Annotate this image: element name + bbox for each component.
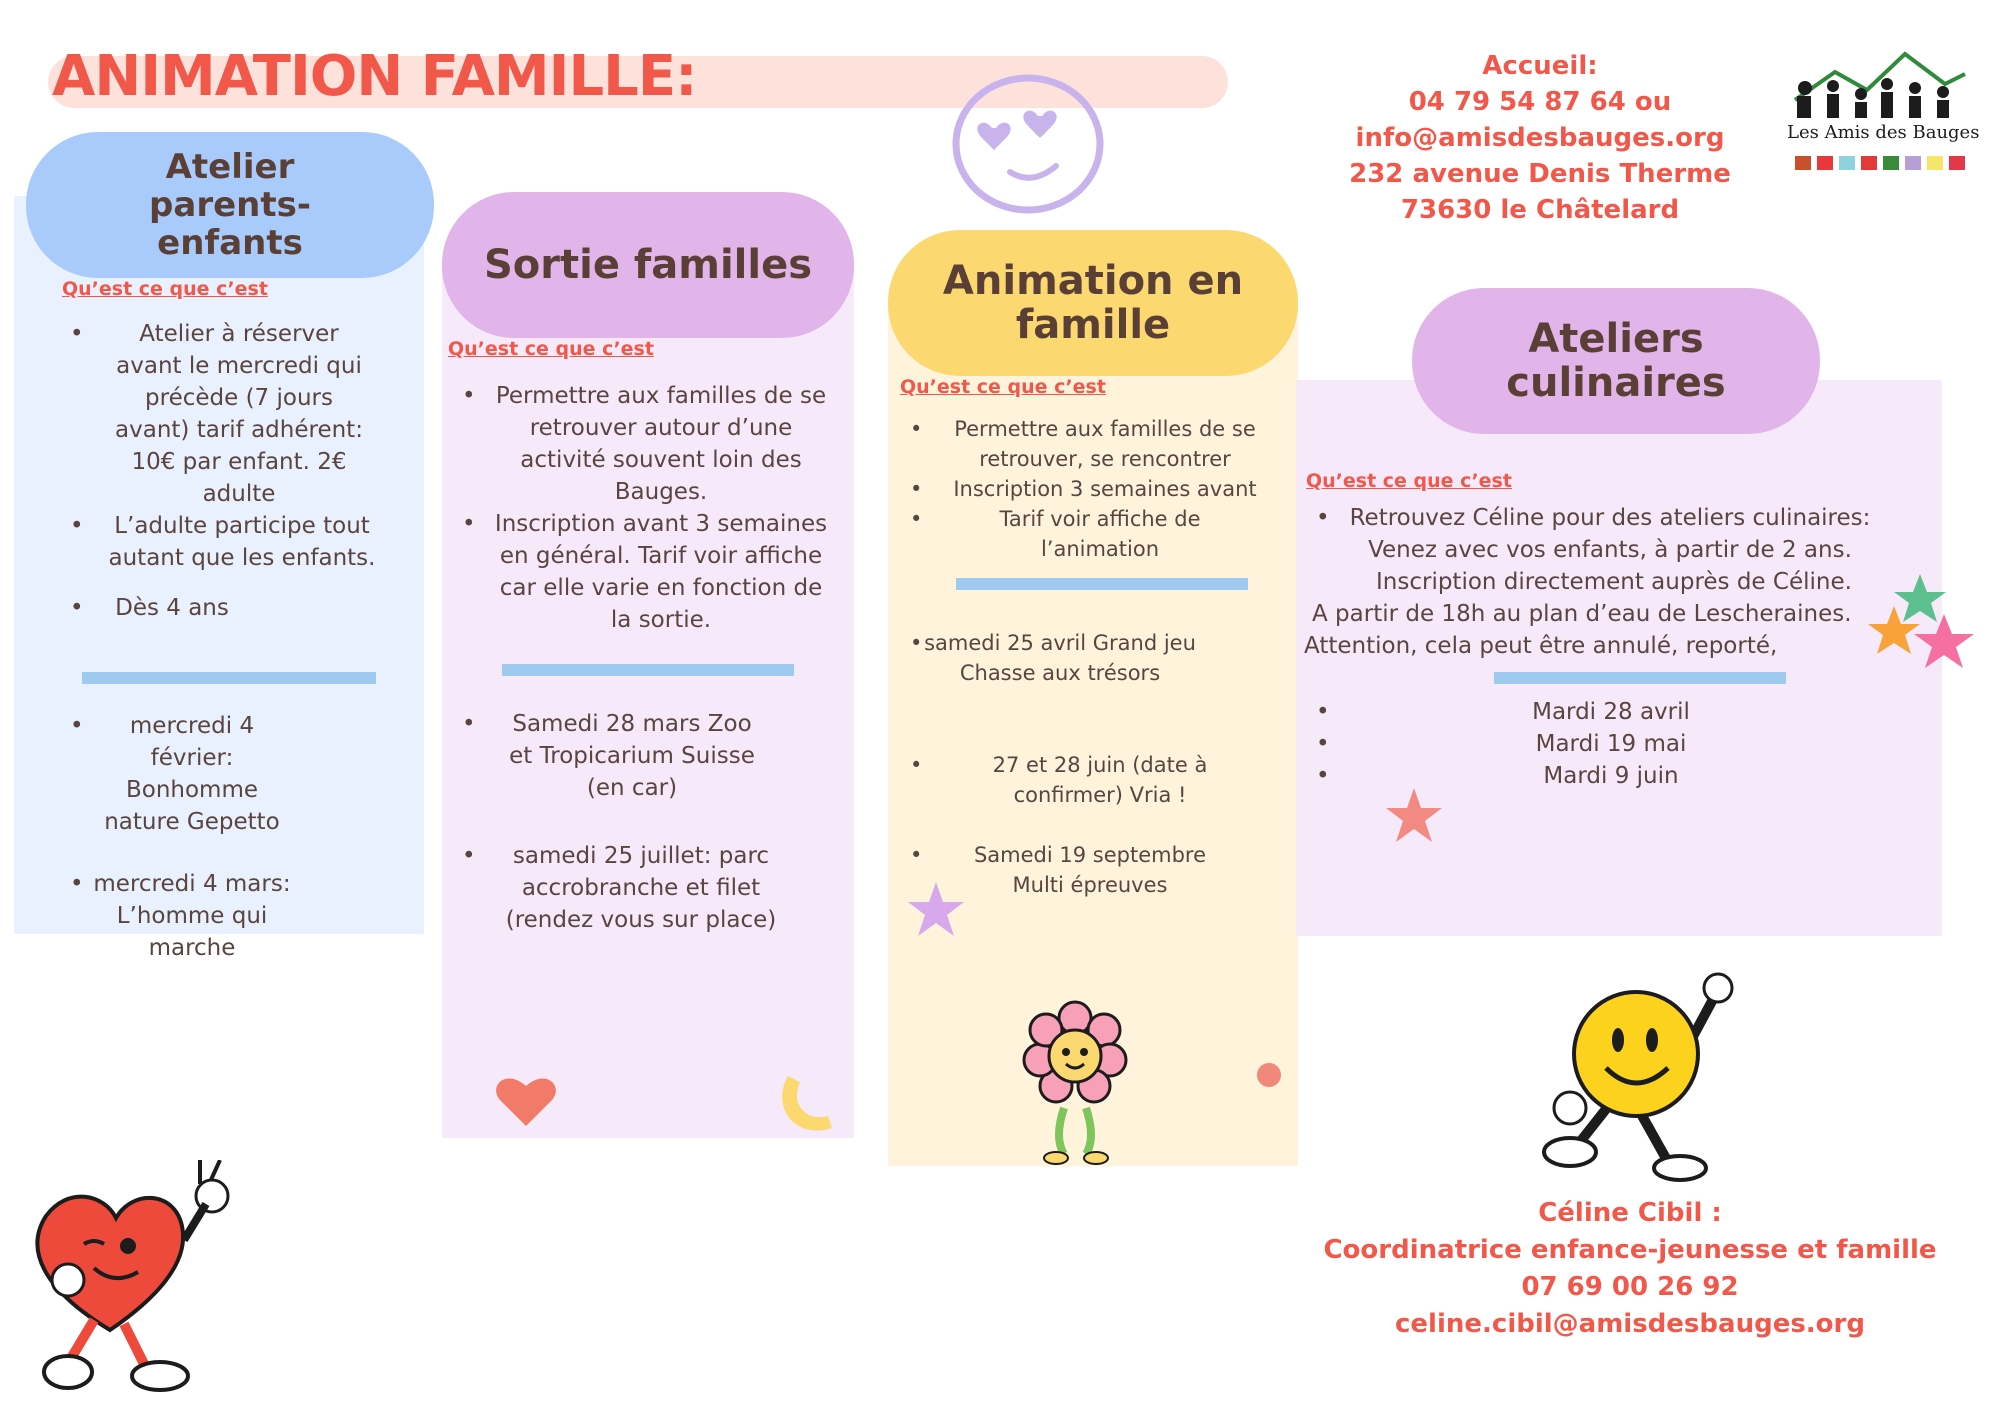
list-item: • L’adulte participe tout autant que les enfants. bbox=[70, 510, 392, 574]
column-4-notes bbox=[1304, 566, 1904, 662]
crescent-icon bbox=[774, 1070, 838, 1140]
list-item: • Permettre aux familles de se retrouver autour d’une activité souvent loin des Bauges. bbox=[462, 380, 832, 508]
coordinator-contact bbox=[1320, 1195, 1940, 1343]
column-4-title bbox=[1412, 288, 1820, 434]
list-item: • Samedi 28 mars Zoo et Tropicarium Suisse (en car) bbox=[462, 708, 832, 804]
note-line: Attention, cela peut être annulé, reporté, bbox=[1304, 633, 1778, 659]
dot-icon bbox=[1256, 1062, 1282, 1088]
column-4-divider bbox=[1494, 672, 1786, 684]
column-2-title-text: Sortie familles bbox=[483, 242, 813, 288]
column-1-title bbox=[26, 132, 434, 278]
flower-character-icon bbox=[1020, 998, 1130, 1166]
column-3-bullets bbox=[910, 414, 1270, 564]
list-item: • Inscription 3 semaines avant bbox=[910, 474, 1270, 504]
column-2-heading: Qu’est ce que c’est bbox=[448, 338, 654, 360]
column-3-heading: Qu’est ce que c’est bbox=[900, 376, 1106, 398]
column-1-heading: Qu’est ce que c’est bbox=[62, 278, 268, 300]
contact-label: Accueil: bbox=[1482, 51, 1598, 81]
column-4-bullets bbox=[1316, 502, 1876, 566]
logo-mountain-icon bbox=[1775, 38, 1980, 178]
column-1-events bbox=[70, 710, 392, 964]
list-item: • Retrouvez Céline pour des ateliers culinaires: Venez avec vos enfants, à partir de 2 ans. bbox=[1316, 502, 1876, 566]
note-line: Inscription directement auprès de Céline. bbox=[1376, 569, 1852, 595]
column-1-title-text: Atelier parents-enfants bbox=[149, 147, 311, 263]
column-3-events bbox=[910, 628, 1270, 900]
note-line: A partir de 18h au plan d’eau de Lescheraines. bbox=[1312, 601, 1852, 627]
logo-text: Les Amis des Bauges bbox=[1787, 122, 1980, 143]
coordinator-role: Coordinatrice enfance-jeunesse et famille bbox=[1323, 1235, 1937, 1265]
list-item: • mercredi 4 mars: L’homme qui marche bbox=[70, 868, 392, 964]
contact-address-line2: 73630 le Châtelard bbox=[1400, 195, 1680, 225]
list-item: • mercredi 4 février: Bonhomme nature Gepetto bbox=[70, 710, 392, 838]
column-4-events bbox=[1316, 696, 1876, 792]
heart-eyes-smiley-icon bbox=[948, 68, 1108, 218]
list-item: • samedi 25 juillet: parc accrobranche et filet (rendez vous sur place) bbox=[462, 840, 832, 936]
coordinator-email[interactable]: celine.cibil@amisdesbauges.org bbox=[1395, 1309, 1865, 1339]
contact-phone: 04 79 54 87 64 ou bbox=[1408, 87, 1672, 117]
logo bbox=[1775, 38, 1980, 178]
column-1-bullets bbox=[70, 318, 392, 624]
heart-icon bbox=[494, 1072, 558, 1130]
list-item: • samedi 25 avril Grand jeu Chasse aux trésors bbox=[910, 628, 1270, 688]
list-item: • Mardi 28 avril bbox=[1316, 696, 1876, 728]
smiley-character-icon bbox=[1540, 972, 1750, 1182]
contact-email[interactable]: info@amisdesbauges.org bbox=[1355, 123, 1725, 153]
column-2-events bbox=[462, 708, 832, 936]
list-item: • Tarif voir affiche de l’animation bbox=[910, 504, 1270, 564]
list-item: • Dès 4 ans bbox=[70, 592, 392, 624]
column-3-title bbox=[888, 230, 1298, 376]
column-3-divider bbox=[956, 578, 1248, 590]
heart-character-icon bbox=[24, 1160, 254, 1396]
contact-address-line1: 232 avenue Denis Therme bbox=[1349, 159, 1731, 189]
star-icon bbox=[1384, 786, 1444, 844]
list-item: • Samedi 19 septembre Multi épreuves bbox=[910, 840, 1270, 900]
column-3-title-text: Animation en famille bbox=[942, 258, 1244, 348]
star-icon bbox=[906, 880, 966, 938]
list-item: • Inscription avant 3 semaines en général. Tarif voir affiche car elle varie en fonction de la sortie. bbox=[462, 508, 832, 636]
column-4-title-text: Ateliers culinaires bbox=[1506, 316, 1726, 406]
column-1-divider bbox=[82, 672, 376, 684]
list-item: • Permettre aux familles de se retrouver, se rencontrer bbox=[910, 414, 1270, 474]
list-item: • Atelier à réserver avant le mercredi qui précède (7 jours avant) tarif adhérent: 10€ par enfant. 2€ adulte bbox=[70, 318, 392, 510]
stars-cluster-icon bbox=[1864, 572, 1978, 682]
coordinator-phone: 07 69 00 26 92 bbox=[1521, 1272, 1739, 1302]
list-item: • Mardi 19 mai bbox=[1316, 728, 1876, 760]
list-item: • Mardi 9 juin bbox=[1316, 760, 1876, 792]
column-2-bullets bbox=[462, 380, 832, 636]
column-2-title bbox=[442, 192, 854, 338]
column-2-divider bbox=[502, 664, 794, 676]
coordinator-name: Céline Cibil : bbox=[1538, 1198, 1722, 1228]
contact-info bbox=[1340, 48, 1740, 228]
column-4-heading: Qu’est ce que c’est bbox=[1306, 470, 1512, 492]
page-title: ANIMATION FAMILLE: bbox=[52, 44, 697, 109]
list-item: • 27 et 28 juin (date à confirmer) Vria ! bbox=[910, 750, 1270, 810]
